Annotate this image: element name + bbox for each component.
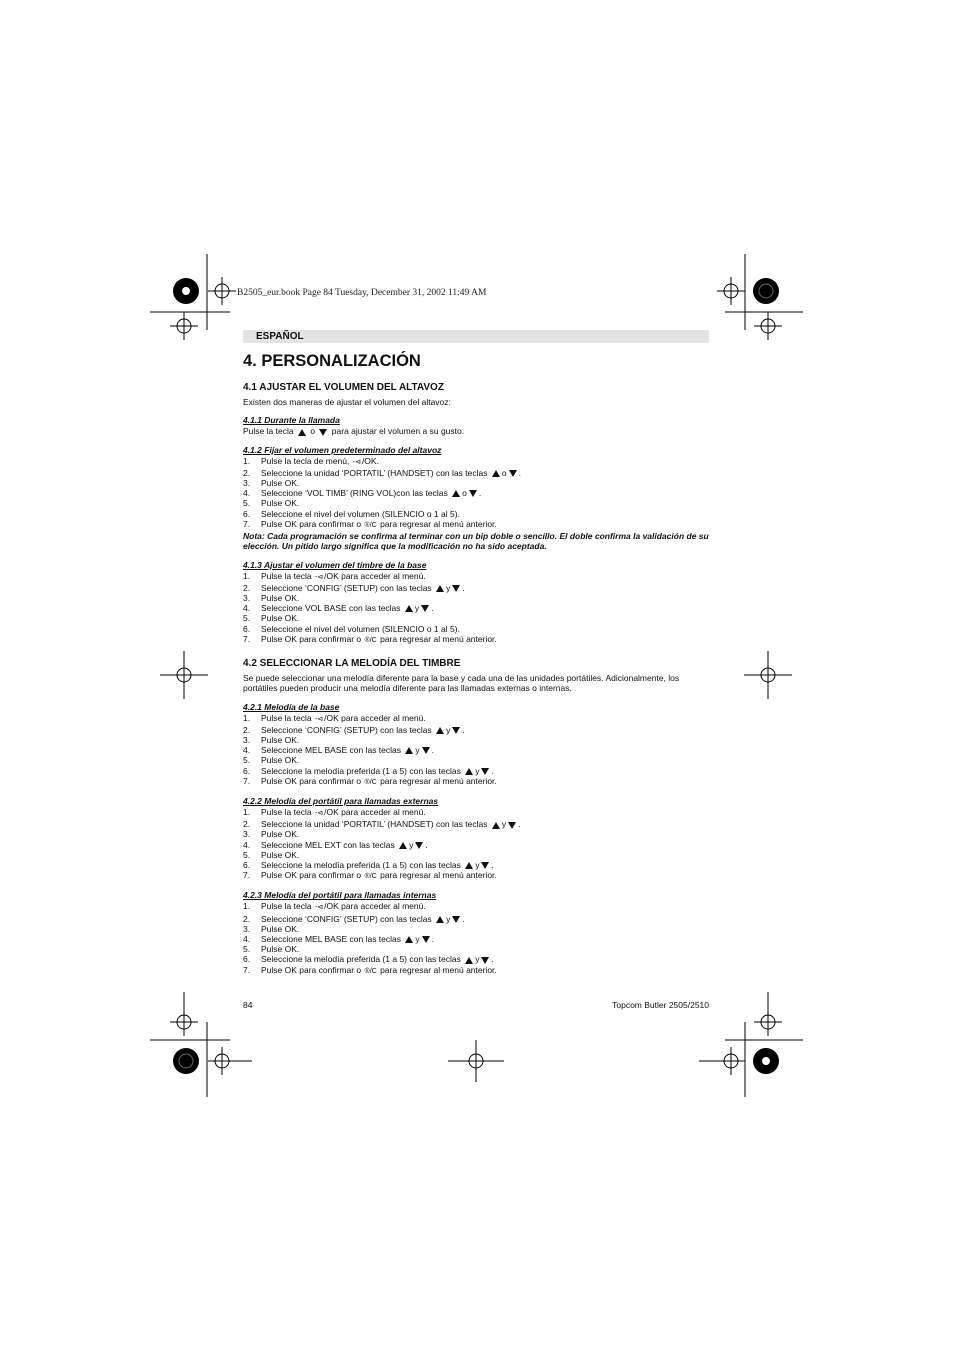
text: para regresar al menú anterior. xyxy=(380,964,497,975)
down-arrow-icon xyxy=(481,957,489,964)
cancel-key-icon: ®/C xyxy=(364,778,377,786)
text: para regresar al menú anterior. xyxy=(380,633,497,644)
list-item: 2. Seleccione ‘CONFIG’ (SETUP) con las teclas y . xyxy=(243,913,465,924)
text: Pulse OK. xyxy=(261,498,300,509)
list-item: 1. Pulse la tecla -⊲/OK para acceder al menú. xyxy=(243,807,426,818)
cancel-key-icon: ®/C xyxy=(364,967,377,975)
up-arrow-icon xyxy=(436,585,444,592)
list-item: 7. Pulse OK para confirmar o ®/C para regresar al menú anterior. xyxy=(243,633,497,644)
text: para regresar al menú anterior. xyxy=(380,775,497,786)
text: . xyxy=(462,724,465,735)
text: y xyxy=(415,934,420,945)
list-item: 2. Seleccione ‘CONFIG’ (SETUP) con las teclas y . xyxy=(243,582,465,593)
list-item: 2. Seleccione la unidad ‘PORTATIL’ (HANDSET) con las teclas o . xyxy=(243,467,521,478)
text: . xyxy=(462,582,465,593)
up-arrow-icon xyxy=(492,822,500,829)
cancel-key-icon: ®/C xyxy=(364,521,377,529)
text: Seleccione MEL BASE con las teclas xyxy=(261,934,402,945)
note: Nota: Cada programación se confirma al terminar con un bip doble o sencillo. El doble confirma la validación de su elección. Un pitido largo significa que la modificación no ha sido aceptada. xyxy=(243,531,709,552)
up-arrow-icon xyxy=(465,957,473,964)
text: Pulse la tecla xyxy=(261,807,312,818)
steps-4-1-2 xyxy=(243,456,709,531)
up-arrow-icon xyxy=(399,842,407,849)
text: y xyxy=(475,954,480,965)
down-arrow-icon xyxy=(481,862,489,869)
down-arrow-icon xyxy=(452,727,460,734)
text: . xyxy=(425,839,428,850)
text: Pulse OK para confirmar o xyxy=(261,518,362,529)
menu-key-icon: -⊲ xyxy=(314,715,324,723)
section-4-1-1-text xyxy=(243,426,709,436)
text: Pulse OK. xyxy=(261,478,300,488)
text: Seleccione VOL BASE con las teclas xyxy=(261,603,401,614)
text: Pulse OK para confirmar o xyxy=(261,870,362,881)
page-number: 84 xyxy=(243,1000,253,1010)
list-item: 6. Seleccione la melodía preferida (1 a 5) con las teclas y . xyxy=(243,860,494,871)
list-item: 1. Pulse la tecla -⊲/OK para acceder al menú. xyxy=(243,712,426,723)
text: Seleccione la unidad ‘PORTATIL’ (HANDSET) con las teclas xyxy=(261,467,488,478)
text: y xyxy=(501,819,507,830)
section-4-2-intro: Se puede seleccionar una melodía diferente para la base y cada una de las unidades portátiles. Adicionalmente, los portátiles pueden producir una melodía diferente para las llamadas externas o internas. xyxy=(243,673,680,694)
list-item: 1. Pulse la tecla de menú, -⊲/OK. xyxy=(243,455,379,466)
text: o xyxy=(501,467,507,478)
text: y xyxy=(415,745,420,756)
section-4-2-3-heading: 4.2.3 Melodía del portátil para llamadas internas xyxy=(243,890,437,901)
steps-4-1-3 xyxy=(243,571,709,646)
section-4-2-heading: 4.2 SELECCIONAR LA MELODÍA DEL TIMBRE xyxy=(243,658,461,670)
section-4-2-2-heading: 4.2.2 Melodía del portátil para llamadas externas xyxy=(243,796,439,807)
text: /OK para acceder al menú. xyxy=(324,570,426,581)
text: /OK para acceder al menú. xyxy=(324,807,426,818)
text: Seleccione la melodía preferida (1 a 5) con las teclas xyxy=(261,860,461,871)
section-4-2-1-heading: 4.2.1 Melodía de la base xyxy=(243,701,340,712)
text: Seleccione MEL BASE con las teclas xyxy=(261,745,402,756)
text: Pulse OK. xyxy=(261,593,300,604)
menu-key-icon: -⊲ xyxy=(314,904,324,912)
text: /OK para acceder al menú. xyxy=(324,712,426,723)
down-arrow-icon xyxy=(422,936,430,943)
down-arrow-icon xyxy=(421,605,429,612)
list-item: 4. Seleccione MEL BASE con las teclas y . xyxy=(243,934,435,945)
down-arrow-icon xyxy=(452,585,460,592)
text: Pulse la tecla xyxy=(261,901,312,912)
text: Seleccione ‘CONFIG’ (SETUP) con las teclas xyxy=(261,582,432,593)
list-item: 7. Pulse OK para confirmar o ®/C para regresar al menú anterior. xyxy=(243,518,497,529)
text: Pulse OK. xyxy=(261,613,300,624)
text: Pulse OK. xyxy=(261,829,300,840)
text: Seleccione la melodía preferida (1 a 5) con las teclas xyxy=(261,954,461,965)
list-item: 3. Pulse OK. xyxy=(243,478,300,488)
text: Pulse OK. xyxy=(261,735,300,746)
text: Pulse la tecla xyxy=(261,712,312,723)
steps-4-2-3 xyxy=(243,901,709,976)
menu-key-icon: -⊲ xyxy=(314,573,324,581)
text: y xyxy=(475,765,480,776)
text: Pulse OK. xyxy=(261,849,300,860)
section-4-1-1-heading: 4.1.1 Durante la llamada xyxy=(243,415,340,426)
list-item: 1. Pulse la tecla -⊲/OK para acceder al menú. xyxy=(243,901,426,912)
down-arrow-icon xyxy=(508,822,516,829)
up-arrow-icon xyxy=(465,862,473,869)
text: /OK. xyxy=(361,455,379,466)
down-arrow-icon xyxy=(481,768,489,775)
steps-4-2-2 xyxy=(243,807,709,882)
down-arrow-icon xyxy=(509,470,517,477)
list-item: 3. Pulse OK. xyxy=(243,593,300,604)
list-item: 5. Pulse OK. xyxy=(243,755,300,766)
text: . xyxy=(431,603,434,614)
text: Pulse la tecla xyxy=(261,570,312,581)
text: y xyxy=(409,839,414,850)
section-4-1-2-heading: 4.1.2 Fijar el volumen predeterminado del altavoz xyxy=(243,444,442,455)
text: Pulse OK para confirmar o xyxy=(261,775,362,786)
steps-4-2-1 xyxy=(243,713,709,788)
cancel-key-icon: ®/C xyxy=(364,873,377,881)
text: Seleccione MEL EXT con las teclas xyxy=(261,839,395,850)
menu-key-icon: -⊲ xyxy=(352,458,361,466)
section-4-1-intro: Existen dos maneras de ajustar el volumen del altavoz: xyxy=(243,397,451,407)
text: Seleccione ‘VOL TIMB’ (RING VOL)con las teclas xyxy=(261,488,448,499)
text: o xyxy=(310,426,316,437)
print-header: B2505_eur.book Page 84 Tuesday, December 31, 2002 11:49 AM xyxy=(237,288,487,298)
text: Seleccione el nivel del volumen (SILENCIO o 1 al 5). xyxy=(261,508,460,519)
page-title: 4. PERSONALIZACIÓN xyxy=(243,352,421,370)
list-item: 5. Pulse OK. xyxy=(243,944,300,955)
text: para regresar al menú anterior. xyxy=(380,870,497,881)
list-item: 3. Pulse OK. xyxy=(243,829,300,840)
text: Seleccione la unidad ‘PORTATIL’ (HANDSET) con las teclas xyxy=(261,819,488,830)
text: para regresar al menú anterior. xyxy=(380,518,497,529)
text: Seleccione ‘CONFIG’ (SETUP) con las teclas xyxy=(261,724,432,735)
text: y xyxy=(446,724,451,735)
list-item: 4. Seleccione MEL BASE con las teclas y . xyxy=(243,745,435,756)
cancel-key-icon: ®/C xyxy=(364,636,377,644)
page-content xyxy=(243,330,709,977)
list-item: 3. Pulse OK. xyxy=(243,923,300,934)
list-item: 6. Seleccione el nivel del volumen (SILENCIO o 1 al 5). xyxy=(243,508,460,519)
text: Pulse OK para confirmar o xyxy=(261,964,362,975)
text: Pulse OK para confirmar o xyxy=(261,633,362,644)
up-arrow-icon xyxy=(492,470,500,477)
list-item: 6. Seleccione el nivel del volumen (SILENCIO o 1 al 5). xyxy=(243,623,460,634)
list-item: 5. Pulse OK. xyxy=(243,613,300,624)
down-arrow-icon xyxy=(415,842,423,849)
down-arrow-icon xyxy=(469,490,477,497)
list-item: 6. Seleccione la melodía preferida (1 a 5) con las teclas y . xyxy=(243,765,494,776)
text: y xyxy=(475,860,480,871)
section-4-1-heading: 4.1 AJUSTAR EL VOLUMEN DEL ALTAVOZ xyxy=(243,382,444,393)
text: Seleccione la melodía preferida (1 a 5) con las teclas xyxy=(261,765,461,776)
list-item: 5. Pulse OK. xyxy=(243,498,300,509)
text: y xyxy=(446,913,451,924)
text: para ajustar el volumen a su gusto. xyxy=(331,426,465,437)
text: Seleccione el nivel del volumen (SILENCIO o 1 al 5). xyxy=(261,623,460,634)
list-item: 4. Seleccione MEL EXT con las teclas y . xyxy=(243,839,428,850)
text: y xyxy=(414,603,420,614)
down-arrow-icon xyxy=(422,747,430,754)
list-item: 7. Pulse OK para confirmar o ®/C para regresar al menú anterior. xyxy=(243,775,497,786)
text: o xyxy=(462,488,467,499)
section-4-1-3-heading: 4.1.3 Ajustar el volumen del timbre de la base xyxy=(243,559,427,570)
up-arrow-icon xyxy=(465,768,473,775)
down-arrow-icon xyxy=(319,429,327,436)
text: Seleccione ‘CONFIG’ (SETUP) con las teclas xyxy=(261,913,432,924)
text: Pulse la tecla de menú, xyxy=(261,455,350,466)
list-item: 3. Pulse OK. xyxy=(243,735,300,746)
text: Pulse la tecla xyxy=(243,426,294,437)
up-arrow-icon xyxy=(405,605,413,612)
text: y xyxy=(446,582,451,593)
text: . xyxy=(462,913,465,924)
product-name: Topcom Butler 2505/2510 xyxy=(612,1000,709,1010)
up-arrow-icon xyxy=(452,490,460,497)
list-item: 5. Pulse OK. xyxy=(243,849,300,860)
text: . xyxy=(478,488,482,499)
up-arrow-icon xyxy=(405,936,413,943)
list-item: 4. Seleccione VOL BASE con las teclas y . xyxy=(243,603,434,614)
up-arrow-icon xyxy=(436,727,444,734)
text: /OK para acceder al menú. xyxy=(324,901,426,912)
up-arrow-icon xyxy=(436,916,444,923)
up-arrow-icon xyxy=(405,747,413,754)
text: . xyxy=(518,819,521,830)
text: . xyxy=(491,860,494,871)
text: . xyxy=(491,765,494,776)
text: . xyxy=(431,934,435,945)
text: Pulse OK. xyxy=(261,944,300,955)
menu-key-icon: -⊲ xyxy=(314,810,324,818)
text: . xyxy=(518,467,521,478)
down-arrow-icon xyxy=(452,916,460,923)
text: Pulse OK. xyxy=(261,755,300,766)
up-arrow-icon xyxy=(298,429,306,436)
list-item: 1. Pulse la tecla -⊲/OK para acceder al menú. xyxy=(243,570,426,581)
list-item: 6. Seleccione la melodía preferida (1 a 5) con las teclas y . xyxy=(243,954,494,965)
list-item: 7. Pulse OK para confirmar o ®/C para regresar al menú anterior. xyxy=(243,964,497,975)
text: Pulse OK. xyxy=(261,923,300,934)
text: . xyxy=(491,954,494,965)
list-item: 2. Seleccione ‘CONFIG’ (SETUP) con las teclas y . xyxy=(243,724,465,735)
list-item: 4. Seleccione ‘VOL TIMB’ (RING VOL)con las teclas o . xyxy=(243,488,482,499)
text: . xyxy=(431,745,435,756)
list-item: 7. Pulse OK para confirmar o ®/C para regresar al menú anterior. xyxy=(243,870,497,881)
language-bar: ESPAÑOL xyxy=(243,330,709,343)
list-item: 2. Seleccione la unidad ‘PORTATIL’ (HANDSET) con las teclas y . xyxy=(243,819,521,830)
